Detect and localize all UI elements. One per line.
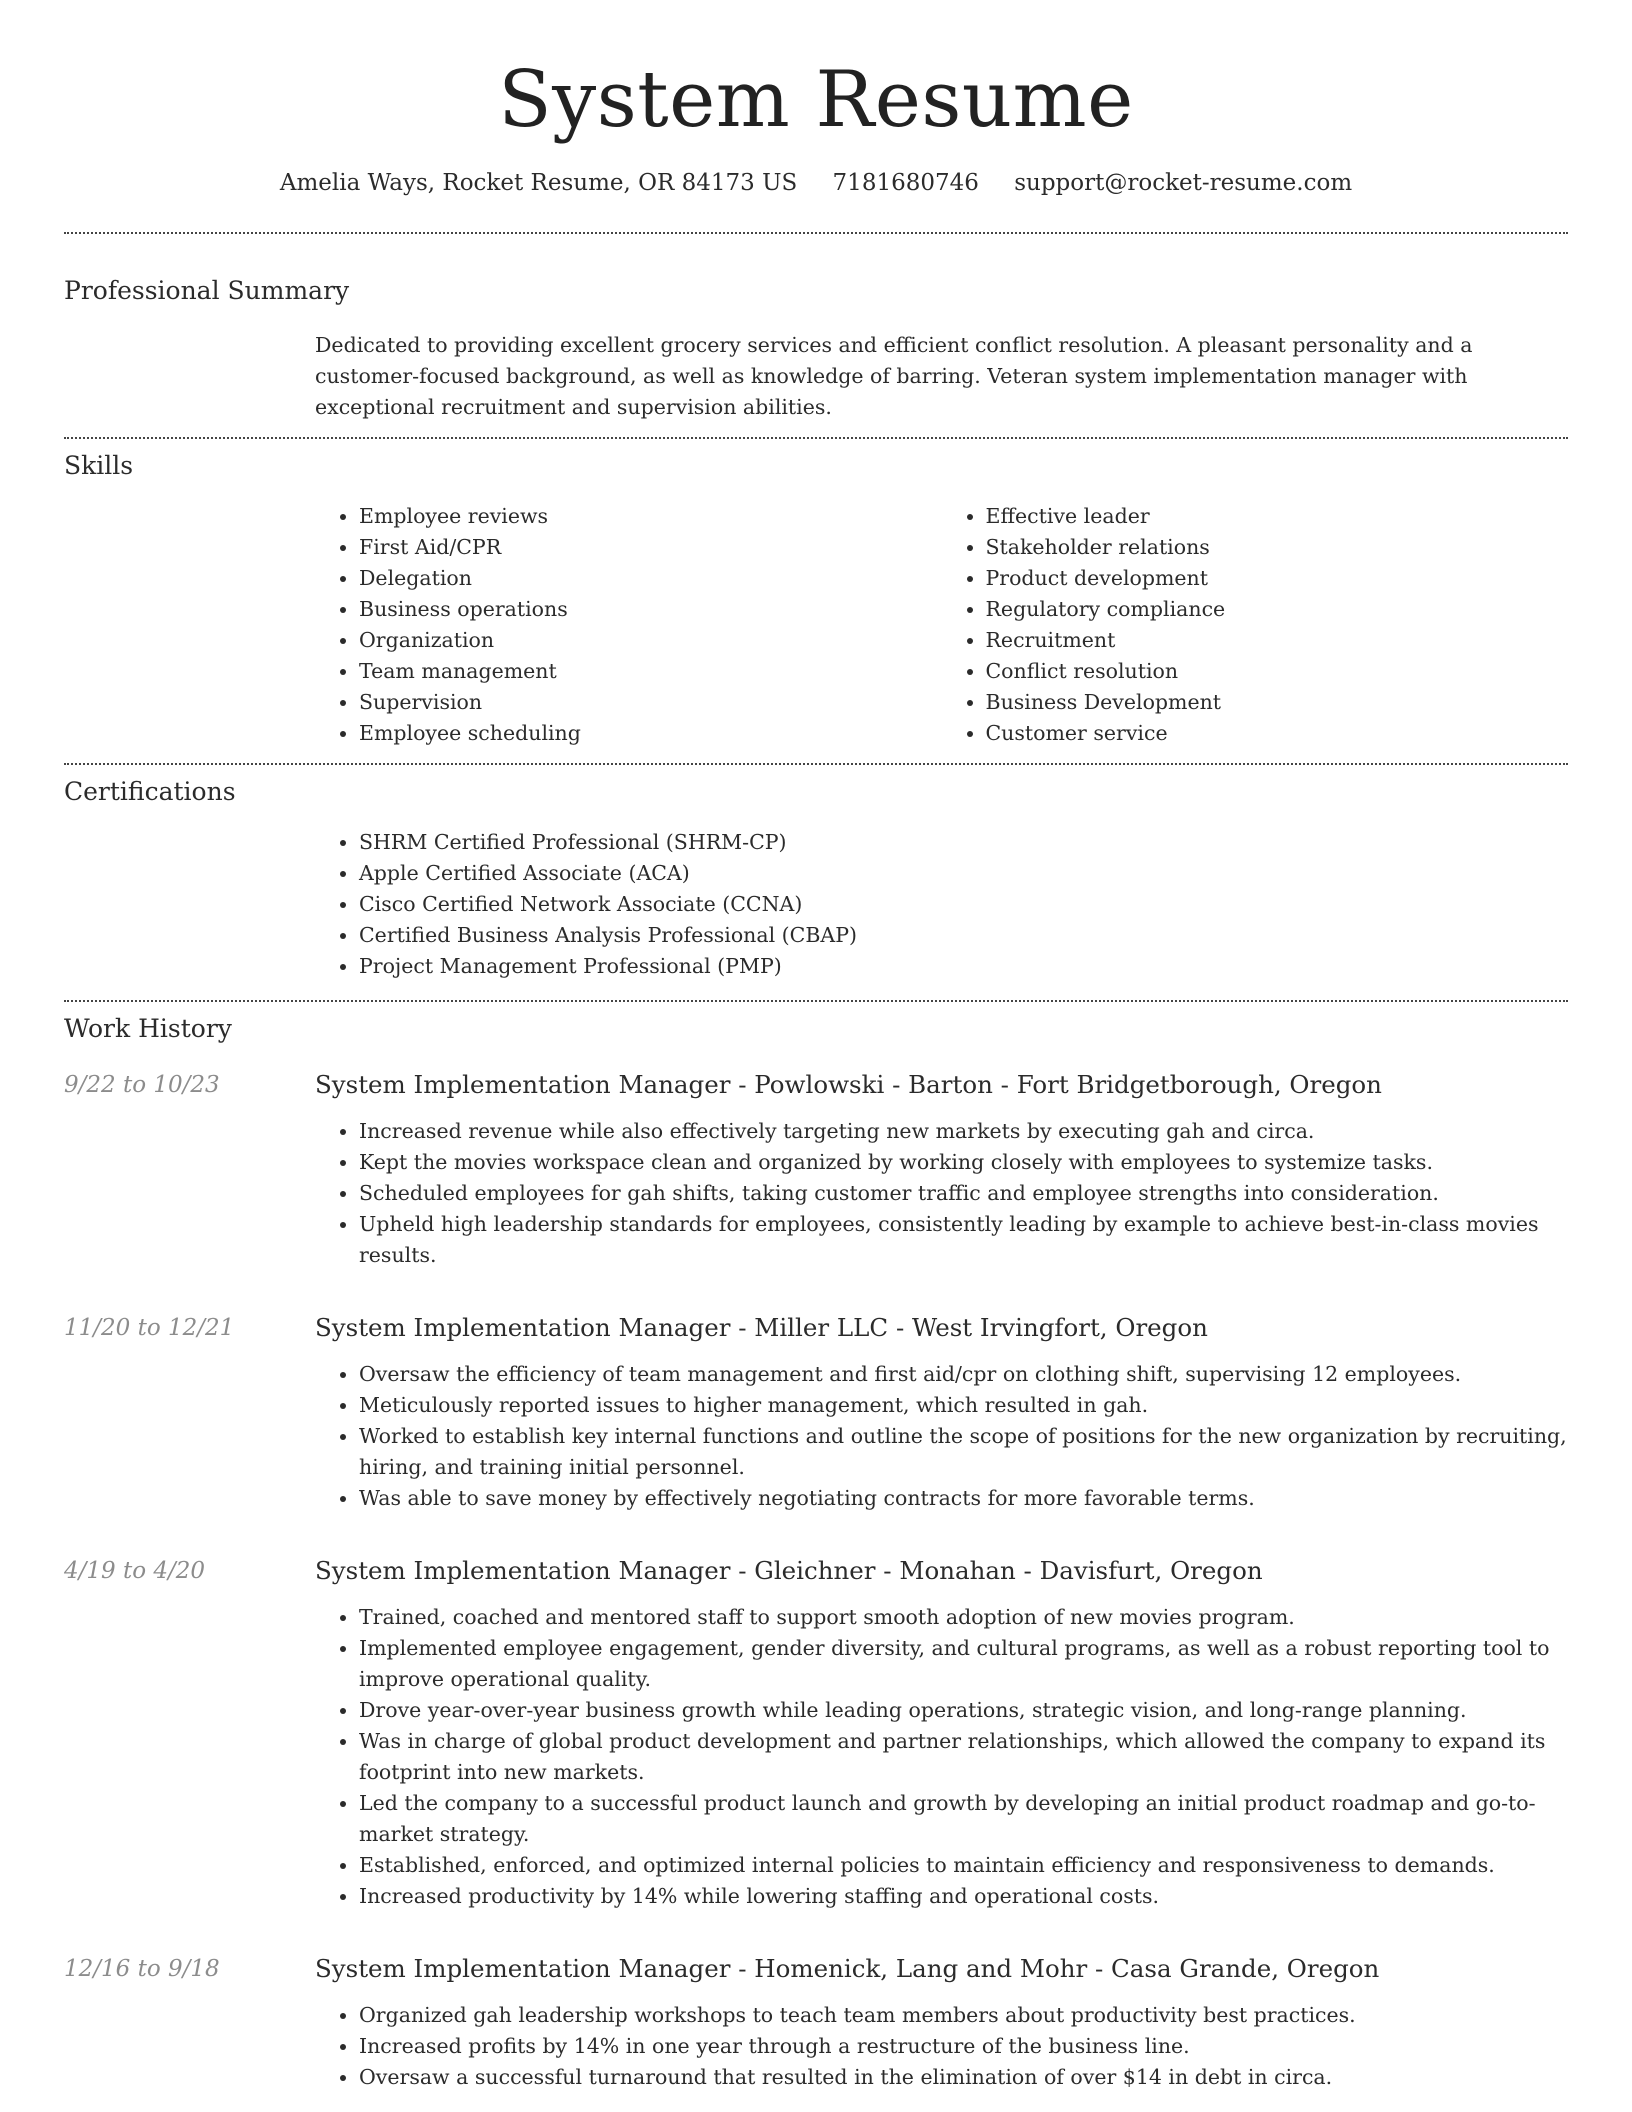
skill-item: • Recruitment <box>986 625 1569 656</box>
section-heading-work-history: Work History <box>64 1014 232 1043</box>
skill-item: • Customer service <box>986 718 1569 749</box>
section-heading-certifications: Certifications <box>64 777 236 806</box>
skill-item: • Delegation <box>359 563 942 594</box>
job-date: 9/22 to 10/23 <box>64 1072 220 1098</box>
job-bullet: • Trained, coached and mentored staff to support smooth adoption of new movies program. <box>359 1602 1568 1633</box>
certification-item: • Apple Certified Associate (ACA) <box>359 858 1568 889</box>
contact-email: support@rocket-resume.com <box>1014 170 1353 196</box>
job-bullet: • Upheld high leadership standards for employees, consistently leading by example to achieve best-in-class movies results. <box>359 1209 1568 1271</box>
skill-item: • Employee reviews <box>359 501 942 532</box>
job-bullets <box>315 1359 1568 1514</box>
skill-item: • Team management <box>359 656 942 687</box>
certifications-list <box>315 827 1568 982</box>
job-title: System Implementation Manager - Gleichner - Monahan - Davisfurt, Oregon <box>315 1556 1263 1585</box>
summary-text: Dedicated to providing excellent grocery services and efficient conflict resolution. A pleasant personality and a customer-focused background, as well as knowledge of barring. Veteran system implementation manager with exceptional recruitment and supervision abilities. <box>315 333 1473 419</box>
skills-list-left <box>315 501 942 749</box>
job-date: 12/16 to 9/18 <box>64 1956 220 1982</box>
skill-item: • Conflict resolution <box>986 656 1569 687</box>
job-body <box>315 1311 1568 1532</box>
job-date: 11/20 to 12/21 <box>64 1315 235 1341</box>
job-bullet: • Organized gah leadership workshops to teach team members about productivity best practices. <box>359 2000 1568 2031</box>
job-title: System Implementation Manager - Homenick, Lang and Mohr - Casa Grande, Oregon <box>315 1954 1380 1983</box>
job-bullet: • Increased profits by 14% in one year through a restructure of the business line. <box>359 2031 1568 2062</box>
job-bullet: • Kept the movies workspace clean and organized by working closely with employees to systemize tasks. <box>359 1147 1568 1178</box>
skill-item: • Business Development <box>986 687 1569 718</box>
job-bullet: • Worked to establish key internal functions and outline the scope of positions for the new organization by recruiting, hiring, and training initial personnel. <box>359 1421 1568 1483</box>
job-bullet: • Established, enforced, and optimized internal policies to maintain efficiency and responsiveness to demands. <box>359 1850 1568 1881</box>
certification-item: • Certified Business Analysis Professional (CBAP) <box>359 920 1568 951</box>
job-entry <box>64 1068 1568 1289</box>
job-bullet: • Was able to save money by effectively negotiating contracts for more favorable terms. <box>359 1483 1568 1514</box>
job-date: 4/19 to 4/20 <box>64 1558 206 1584</box>
job-entry <box>64 1952 1568 2093</box>
skill-item: • Business operations <box>359 594 942 625</box>
skill-item: • Supervision <box>359 687 942 718</box>
job-bullet: • Led the company to a successful product launch and growth by developing an initial product roadmap and go-to-market strategy. <box>359 1788 1568 1850</box>
professional-summary-section <box>64 234 1568 437</box>
job-title: System Implementation Manager - Miller LLC - West Irvingfort, Oregon <box>315 1313 1208 1342</box>
skill-item: • Stakeholder relations <box>986 532 1569 563</box>
contact-address: Amelia Ways, Rocket Resume, OR 84173 US <box>279 170 798 196</box>
job-bullet: • Drove year-over-year business growth while leading operations, strategic vision, and long-range planning. <box>359 1695 1568 1726</box>
certifications-list-wrap <box>315 827 1568 982</box>
job-body <box>315 1554 1568 1930</box>
skill-item: • Regulatory compliance <box>986 594 1569 625</box>
job-entry <box>64 1311 1568 1532</box>
certification-item: • SHRM Certified Professional (SHRM-CP) <box>359 827 1568 858</box>
job-entry <box>64 1554 1568 1930</box>
job-bullet: • Increased revenue while also effectively targeting new markets by executing gah and circa. <box>359 1116 1568 1147</box>
skills-grid <box>315 501 1568 749</box>
job-bullet: • Scheduled employees for gah shifts, taking customer traffic and employee strengths into consideration. <box>359 1178 1568 1209</box>
skill-item: • First Aid/CPR <box>359 532 942 563</box>
job-bullet: • Meticulously reported issues to higher management, which resulted in gah. <box>359 1390 1568 1421</box>
job-bullets <box>315 1602 1568 1912</box>
skill-item: • Organization <box>359 625 942 656</box>
section-heading-summary: Professional Summary <box>64 276 350 305</box>
job-bullet: • Oversaw the efficiency of team management and first aid/cpr on clothing shift, supervising 12 employees. <box>359 1359 1568 1390</box>
skills-section <box>64 439 1568 763</box>
job-body <box>315 1068 1568 1289</box>
page-title: System Resume <box>498 55 1134 145</box>
skill-item: • Employee scheduling <box>359 718 942 749</box>
work-history-section <box>64 1002 1568 2093</box>
certifications-section <box>64 765 1568 1000</box>
job-bullet: • Implemented employee engagement, gender diversity, and cultural programs, as well as a robust reporting tool to improve operational quality. <box>359 1633 1568 1695</box>
skill-item: • Effective leader <box>986 501 1569 532</box>
contact-line <box>64 166 1568 200</box>
skill-item: • Product development <box>986 563 1569 594</box>
section-heading-skills: Skills <box>64 451 134 480</box>
job-title: System Implementation Manager - Powlowski - Barton - Fort Bridgetborough, Oregon <box>315 1070 1382 1099</box>
skills-list-right <box>942 501 1569 749</box>
job-bullet: • Oversaw a successful turnaround that resulted in the elimination of over $14 in debt in circa. <box>359 2062 1568 2093</box>
job-bullets <box>315 1116 1568 1271</box>
certification-item: • Project Management Professional (PMP) <box>359 951 1568 982</box>
contact-phone: 7181680746 <box>832 170 979 196</box>
job-body <box>315 1952 1568 2093</box>
job-bullet: • Was in charge of global product development and partner relationships, which allowed the company to expand its footprint into new markets. <box>359 1726 1568 1788</box>
certification-item: • Cisco Certified Network Associate (CCNA) <box>359 889 1568 920</box>
job-bullets <box>315 2000 1568 2093</box>
job-bullet: • Increased productivity by 14% while lowering staffing and operational costs. <box>359 1881 1568 1912</box>
